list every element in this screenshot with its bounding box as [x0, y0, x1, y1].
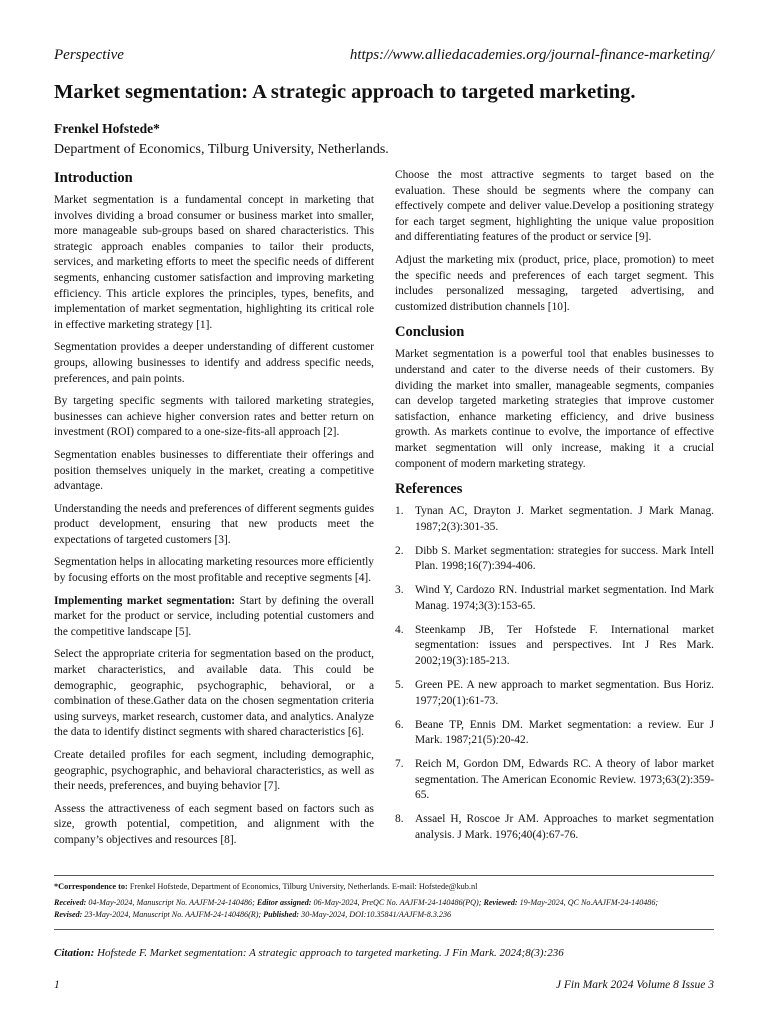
reference-number: 7. [395, 758, 404, 771]
correspondence-text: Frenkel Hofstede, Department of Economics, Tilburg University, Netherlands. E-mail: Hofstede@kub.nl [127, 882, 478, 891]
conclusion-heading: Conclusion [395, 324, 465, 341]
reference-number: 4. [395, 623, 404, 636]
paragraph: By targeting specific segments with tailored marketing strategies, businesses can achieve higher conversion rates and better return on investment (ROI) compared to a one-size-fits-all approach [2]. [54, 395, 374, 439]
reference-item [395, 623, 714, 670]
left-column [54, 169, 374, 856]
reference-item [395, 583, 714, 614]
paragraph: Create detailed profiles for each segment, including demographic, geographic, psychographic, and behavioral characteristics, as well as their needs, preferences, and buying behavior [7]. [54, 749, 374, 793]
correspondence-label: *Correspondence to: [54, 882, 128, 891]
reviewed-date: 19-May-2024, QC No.AAJFM-24-140486; [517, 898, 659, 907]
article-dates [54, 897, 714, 921]
footer-divider-bottom [54, 929, 714, 930]
reference-item [395, 504, 714, 535]
paragraph: Segmentation provides a deeper understanding of different customer groups, allowing businesses to identify and address specific needs, preferences, and pain points. [54, 341, 374, 385]
journal-url[interactable]: https://www.alliedacademies.org/journal-finance-marketing/ [349, 47, 714, 63]
references-heading: References [395, 481, 463, 498]
reference-text: Reich M, Gordon DM, Edwards RC. A theory of labor market segmentation. The American Economic Review. 1973;63(2):359-65. [415, 758, 714, 802]
reference-number: 1. [395, 505, 404, 518]
reference-number: 5. [395, 679, 404, 691]
citation [54, 947, 714, 959]
reference-list [395, 504, 714, 843]
reference-item [395, 718, 714, 749]
reference-number: 6. [395, 718, 404, 731]
editor-date: 06-May-2024, PreQC No. AAJFM-24-140486(PQ); [311, 898, 484, 907]
reference-item [395, 678, 714, 709]
paragraph [54, 594, 374, 641]
reference-number: 8. [395, 813, 404, 826]
reference-text: Tynan AC, Drayton J. Market segmentation. J Mark Manag. 1987;2(3):301-35. [415, 505, 714, 533]
reference-item [395, 757, 714, 804]
paragraph: Market segmentation is a fundamental concept in marketing that involves dividing a broad consumer or business market into smaller, more manageable sub-groups based on shared characteristics. This strategic approach enables companies to tailor their products, services, and marketing efforts to meet the specific needs of different segments, enhancing customer satisfaction and improving marketing efficiency. This article explores the principles, types, benefits, and implementation of market segmentation, highlighting its critical role in effective marketing strategy [1]. [54, 194, 374, 331]
reference-text: Dibb S. Market segmentation: strategies for success. Mark Intell Plan. 1998;16(7):394-406. [415, 544, 714, 573]
reference-text: Steenkamp JB, Ter Hofstede F. International market segmentation: issues and perspectives. Int J Res Mark. 2002;19(3):185-213. [415, 623, 714, 668]
reference-text: Green PE. A new approach to market segmentation. Bus Horiz. 1977;20(1):61-73. [415, 679, 714, 707]
paragraph: Adjust the marketing mix (product, price, place, promotion) to meet the specific needs and preferences of each target segment. This includes personalized messaging, targeted advertising, and customized distribution channels [10]. [395, 253, 714, 313]
reference-text: Beane TP, Ennis DM. Market segmentation: a review. Eur J Mark. 1987;21(5):20-42. [415, 718, 714, 747]
paragraph: Choose the most attractive segments to target based on the evaluation. These should be segments where the company can effectively compete and deliver value.Develop a positioning strategy for each target segment, highlighting the unique value proposition and differentiating features of the product or service [9]. [395, 169, 714, 244]
paragraph-text: Start by defining the overall market for the product or service, including potential customers and the competitive landscape [5]. [54, 594, 374, 638]
right-column [395, 168, 714, 852]
paragraph: Segmentation helps in allocating marketing resources more efficiently by focusing efforts on the most profitable and receptive segments [4]. [54, 556, 374, 585]
citation-text: Hofstede F. Market segmentation: A strategic approach to targeted marketing. J Fin Mark. 2024;8(3):236 [94, 947, 564, 959]
page-number: 1 [54, 979, 60, 991]
paragraph: Market segmentation is a powerful tool that enables businesses to understand and cater to the diverse needs of their customers. By dividing the market into smaller, manageable segments, companies can develop targeted marketing strategies that improve customer satisfaction, enhance marketing efficiency, and drive business growth. As markets continue to evolve, the importance of effective market segmentation will only increase, making it a crucial component of modern marketing strategy. [395, 348, 714, 470]
editor-label: Editor assigned: [256, 898, 312, 907]
paragraph: Assess the attractiveness of each segment based on factors such as size, growth potential, competition, and alignment with the company’s objectives and resources [8]. [54, 802, 374, 846]
reference-text: Wind Y, Cardozo RN. Industrial market segmentation. Ind Mark Manag. 1974;3(3):153-65. [415, 584, 714, 612]
paragraph: Segmentation enables businesses to differentiate their offerings and position themselves uniquely in the market, creating a competitive advantage. [54, 448, 374, 493]
reference-number: 2. [395, 544, 404, 557]
journal-info: J Fin Mark 2024 Volume 8 Issue 3 [555, 979, 714, 991]
paragraph: Select the appropriate criteria for segmentation based on the product, market characteristics, and available data. This could be demographic, geographic, psychographic, behavioral, or a combination of these.Gather data on the chosen segmentation criteria using surveys, market research, customer data, and analytics. Analyze the data to identify distinct segments with shared characteristics [6]. [54, 648, 374, 739]
reference-text: Assael H, Roscoe Jr AM. Approaches to market segmentation analysis. J Mark. 1976;40(4):67-76. [415, 813, 714, 841]
author-name: Frenkel Hofstede* [54, 121, 160, 136]
reference-item [395, 544, 714, 575]
reference-item [395, 812, 714, 843]
paragraph: Understanding the needs and preferences of different segments guides product development, ensuring that new products meet the expectations of targeted customers [3]. [54, 502, 374, 546]
author-affiliation: Department of Economics, Tilburg University, Netherlands. [54, 142, 389, 157]
received-label: Received: [54, 898, 87, 907]
revised-label: Revised: [54, 910, 83, 919]
reference-number: 3. [395, 584, 404, 597]
article-type: Perspective [54, 47, 124, 63]
paragraph-lead: Implementing market segmentation: [54, 594, 236, 607]
introduction-heading: Introduction [54, 170, 133, 186]
received-date: 04-May-2024, Manuscript No. AAJFM-24-140486; [86, 898, 257, 907]
footer-divider-top [54, 875, 714, 876]
reviewed-label: Reviewed: [483, 898, 518, 907]
citation-label: Citation: [54, 947, 95, 959]
published-date: 30-May-2024, DOI:10.35841/AAJFM-8.3.236 [299, 910, 452, 919]
correspondence-note [54, 882, 714, 891]
article-title: Market segmentation: A strategic approach to targeted marketing. [54, 81, 636, 103]
revised-date: 23-May-2024, Manuscript No. AAJFM-24-140486(R); [82, 910, 264, 919]
published-label: Published: [263, 910, 300, 919]
